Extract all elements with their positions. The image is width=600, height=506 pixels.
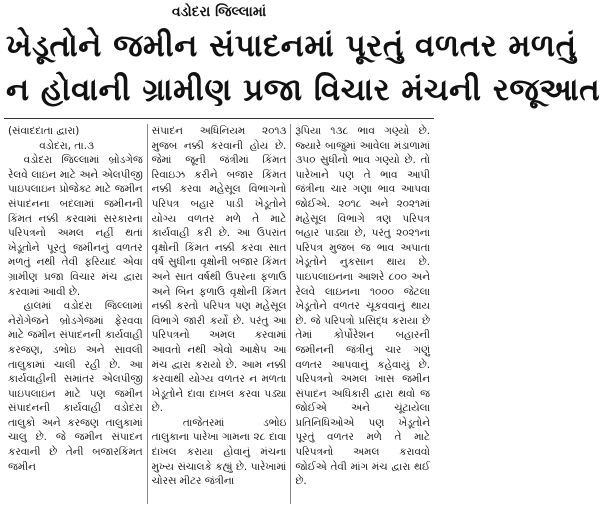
article-body [4, 124, 434, 504]
article-column-2 [147, 124, 291, 504]
paragraph: સંપાદન અધિનિયમ ૨૦૧૩ મુજબ નક્કી કરવાની હોય છે. જેમાં જૂની જંત્રીમાં કિંમત રિવાઇઝ કરીને બજાર કિંમત નક્કી કરવા મહેસૂલ વિભાગનો પરિપત્ર બહાર પાડી ખેડૂતોને યોગ્ય વળતર મળે તે માટે કાર્યવાહી કરી છે. આ ઉપરાંત વૃક્ષોની કિંમત નક્કી કરવા સાત વર્ષ સુધીના વૃક્ષોની બજાર કિંમત અને સાત વર્ષથી ઉપરના ફળાઉ અને બિન ફળાઉ વૃક્ષોની કિંમત નક્કી કરતો પરિપત્ર પણ મહેસૂલ વિભાગે જારી કર્યો છે. પરંતુ આ પરિપત્રનો અમલ કરવામાં આવતો નથી એવો આક્ષેપ આ મંચ દ્વારા કરાયો છે. આમ નક્કી કરવાથી યોગ્ય વળતર ન મળતા ખેડૂતોને દાવા દાખલ કરવા પડ્યા છે. [151, 125, 287, 415]
paragraph: તાજેતરમાં ડભોઇ તાલુકાના પારેખા ગામના ૨૮ દાવા દાખલ કરાયા હોવાનું મંચના મુખ્ય સંચાલકે કહ્યું છે. પારેખામાં ચોરસ મીટર જંત્રીના [151, 416, 287, 488]
headline-line-2: ન હોવાની ગ્રામીણ પ્રજા વિચાર મંચની રજૂઆત [6, 72, 600, 108]
headline-divider [4, 118, 434, 119]
article-column-3 [290, 124, 434, 504]
paragraph: વડોદરા જિલ્લામાં બ્રોડગેજ રેલવે લાઇન માટે અને એલપીજી પાઇપલાઇન પ્રોજેક્ટ માટે જમીન સંપાદનના બદલામાં જમીનની કિંમત નક્કી કરવામાં સરકારના પરિપત્રનો અમલ નહીં થતાં ખેડૂતોને પૂરતું જમીનનું વળતર મળતું નથી તેવી ફરિયાદ એવા ગ્રામીણ પ્રજા વિચાર મંચ દ્વારા કરવામાં આવી છે. [8, 154, 143, 298]
byline: (સંવાદદાતા દ્વારા) [8, 125, 80, 137]
paragraph: હાલમાં વડોદરા જિલ્લામાં નેરોગેજને બ્રોડગેજમાં ફેરવવા માટે જમીન સંપાદનની કાર્યવાહી કરજણ, ડભોઇ અને સાવલી તાલુકામાં ચાલી રહી છે. આ કાર્યવાહીની સમાંતર એલપીજી પાઇપલાઇન માટે પણ જમીન સંપાદનની કાર્યવાહી વડોદરા તાલુકો અને કરજણ તાલુકામાં ચાલુ છે. જે જમીન સંપાદન કરવાની છે તેની બજારકિંમત જમીન [8, 300, 143, 473]
dateline: વડોદરા, તા.૩ [39, 139, 94, 152]
paragraph: રૂપિયા ૧૩૮ ભાવ ગણ્યો છે. જ્યારે બાજુમાં આવેલા મંડાળામાં ૩૫૦ સુધીનો ભાવ ગણ્યો છે. તો પારેખાને પણ તે ભાવ આપી જંત્રીના ચાર ગણા ભાવ આપવા જોઈએ. ૨૦૧૮ અને ૨૦૨૧માં મહેસૂલ વિભાગે ત્રણ પરિપત્ર બહાર પાડ્યા છે, પરંતુ ૨૦૨૧ના પરિપત્ર મુજબ જ ભાવ અપાતા ખેડૂતોને નુકસાન થાય છે. પાઇપલાઇનના આશરે ૮૦૦ અને રેલવે લાઇનના ૧૦૦૦ જેટલા ખેડૂતોને વળતર ચૂકવવાનું થાય છે. જે પરિપત્રો પ્રસિદ્ધ કરાયા છે તેમાં કોર્પોરેશન બહારની જમીનની જંત્રીનું ચાર ગણું વળતર આપવાનું કહેવાયું છે. પરિપત્રનો અમલ ખાસ જમીન સંપાદન અધિકારી દ્વારા થવો જ જોઈએ અને ચૂંટાયેલા પ્રતિનિધિઓએ પણ ખેડૂતોને પૂરતું વળતર મળે તે માટે પરિપત્રનો અમલ કરાવવો જોઈએ તેવી માંગ મંચ દ્વારા થઈ છે. [295, 125, 431, 488]
article-column-1 [4, 124, 147, 504]
headline-line-1: ખેડૂતોને જમીન સંપાદનમાં પૂરતું વળતર મળતું [6, 28, 577, 64]
kicker-label: વડોદરા જિલ્લામાં [171, 4, 267, 20]
